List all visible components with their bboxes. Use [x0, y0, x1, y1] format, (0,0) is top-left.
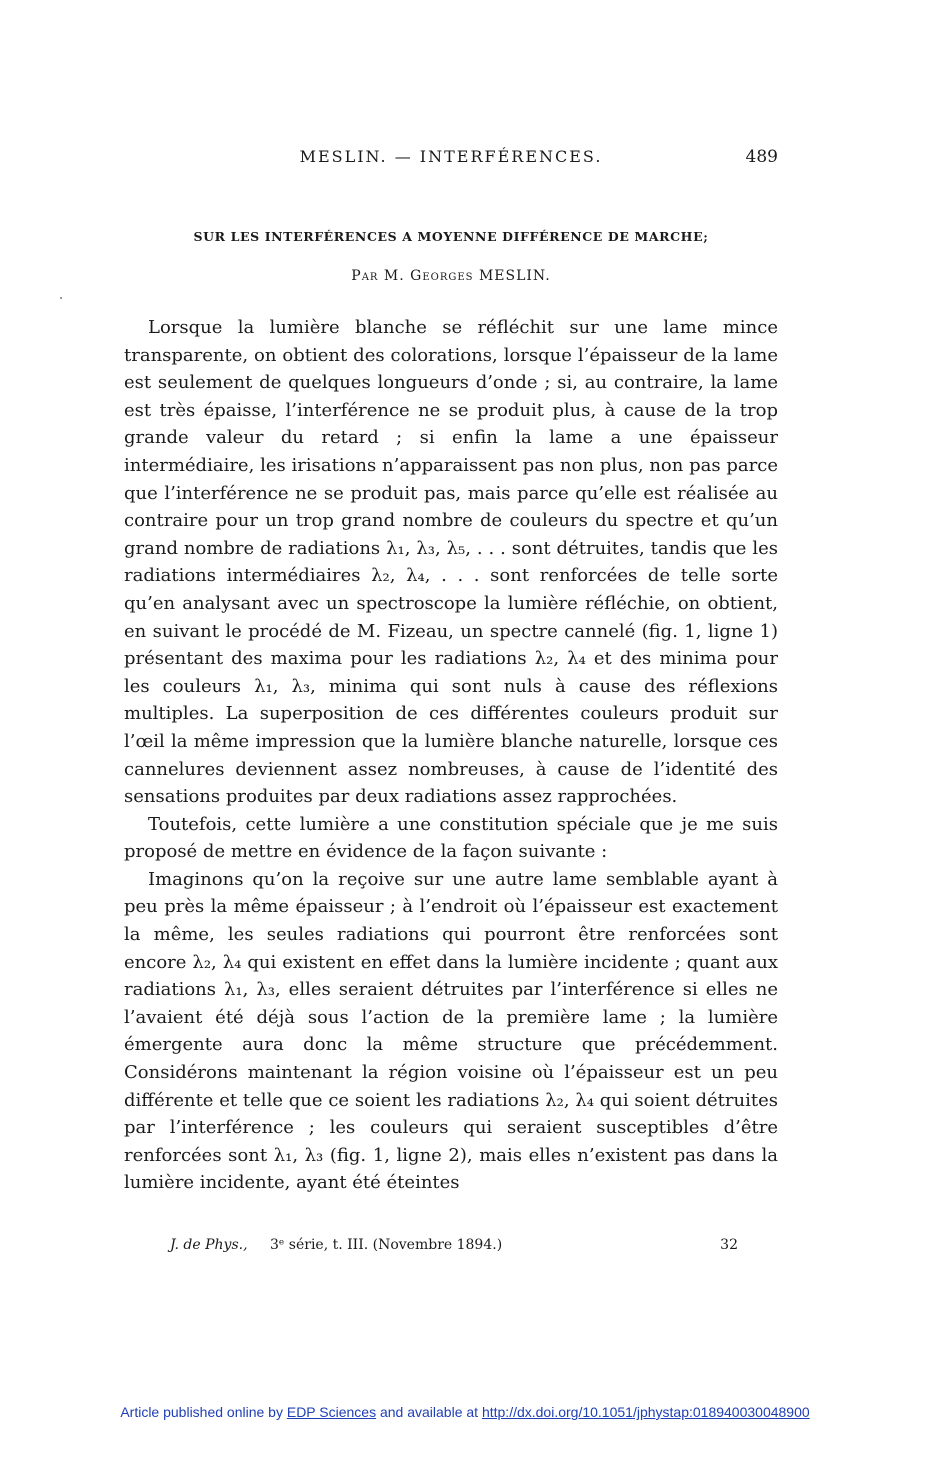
- article-title: SUR LES INTERFÉRENCES A MOYENNE DIFFÉRENCE DE MARCHE;: [193, 229, 709, 244]
- notice-middle: and available at: [379, 1404, 479, 1420]
- body-paragraph: Toutefois, cette lumière a une constitution spéciale que je me suis proposé de mettre en évidence de la façon suivante :: [124, 813, 778, 863]
- page-number: 489: [745, 147, 778, 167]
- article-byline: Par M. Georges MESLIN.: [351, 268, 551, 284]
- page-footer: [170, 1237, 738, 1259]
- footer-signature-mark: 32: [720, 1237, 738, 1253]
- body-paragraph: Lorsque la lumière blanche se réfléchit sur une lame mince transparente, on obtient des colorations, lorsque l’épaisseur de la lame est seulement de quelques longueurs d’onde ; si, au contraire, la lame est très épaisse, l’interférence ne se produit plus, à cause de la trop grande valeur du retard ; si enfin la lame a une épaisseur intermédiaire, les irisations n’apparaissent pas non plus, non pas parce que l’interférence ne se produit pas, mais parce qu’elle est réalisée au contraire pour un trop grand nombre de couleurs du spectre et qu’un grand nombre de radiations λ₁, λ₃, λ₅, . . . sont détruites, tandis que les radiations intermédiaires λ₂, λ₄, . . . sont renforcées de telle sorte qu’en analysant avec un spectroscope la lumière réfléchie, on obtient, en suivant le procédé de M. Fizeau, un spectre cannelé (fig. 1, ligne 1) présentant des maxima pour les radiations λ₂, λ₄ et des minima pour les couleurs λ₁, λ₃, minima qui sont nuls à cause des réflexions multiples. La superposition de ces différentes couleurs produit sur l’œil la même impression que la lumière blanche naturelle, lorsque ces cannelures deviennent assez nombreuses, à cause de l’identité des sensations produites par deux radiations assez rapprochées.: [124, 317, 778, 808]
- publisher-link[interactable]: EDP Sciences: [286, 1404, 377, 1420]
- body-paragraph: Imaginons qu’on la reçoive sur une autre lame semblable ayant à peu près la même épaisseur ; à l’endroit où l’épaisseur est exactement la même, les seules radiations qui pourront être renforcées sont encore λ₂, λ₄ qui existent en effet dans la lumière incidente ; quant aux radiations λ₁, λ₃, elles seraient détruites par l’interférence si elles ne l’avaient été déjà sous l’action de la première lame ; la lumière émergente aura donc la même structure que précédemment. Considérons maintenant la région voisine où l’épaisseur est un peu différente et telle que ce soient les radiations λ₂, λ₄ qui soient détruites par l’interférence ; les couleurs qui seraient susceptibles d’être renforcées sont λ₁, λ₃ (fig. 1, ligne 2), mais elles n’existent pas dans la lumière incidente, ayant été éteintes: [124, 868, 778, 1194]
- article-body: [124, 314, 778, 1197]
- running-head-title: MESLIN. — INTERFÉRENCES.: [299, 147, 603, 166]
- doi-link[interactable]: http://dx.doi.org/10.1051/jphystap:018940030048900: [481, 1404, 810, 1420]
- running-head: [124, 147, 778, 173]
- footer-citation: 3ᵉ série, t. III. (Novembre 1894.): [270, 1237, 503, 1253]
- notice-prefix: Article published online by: [120, 1404, 283, 1420]
- footer-journal: J. de Phys.,: [170, 1237, 248, 1253]
- margin-speck: [60, 297, 62, 299]
- publisher-notice: [0, 1404, 930, 1420]
